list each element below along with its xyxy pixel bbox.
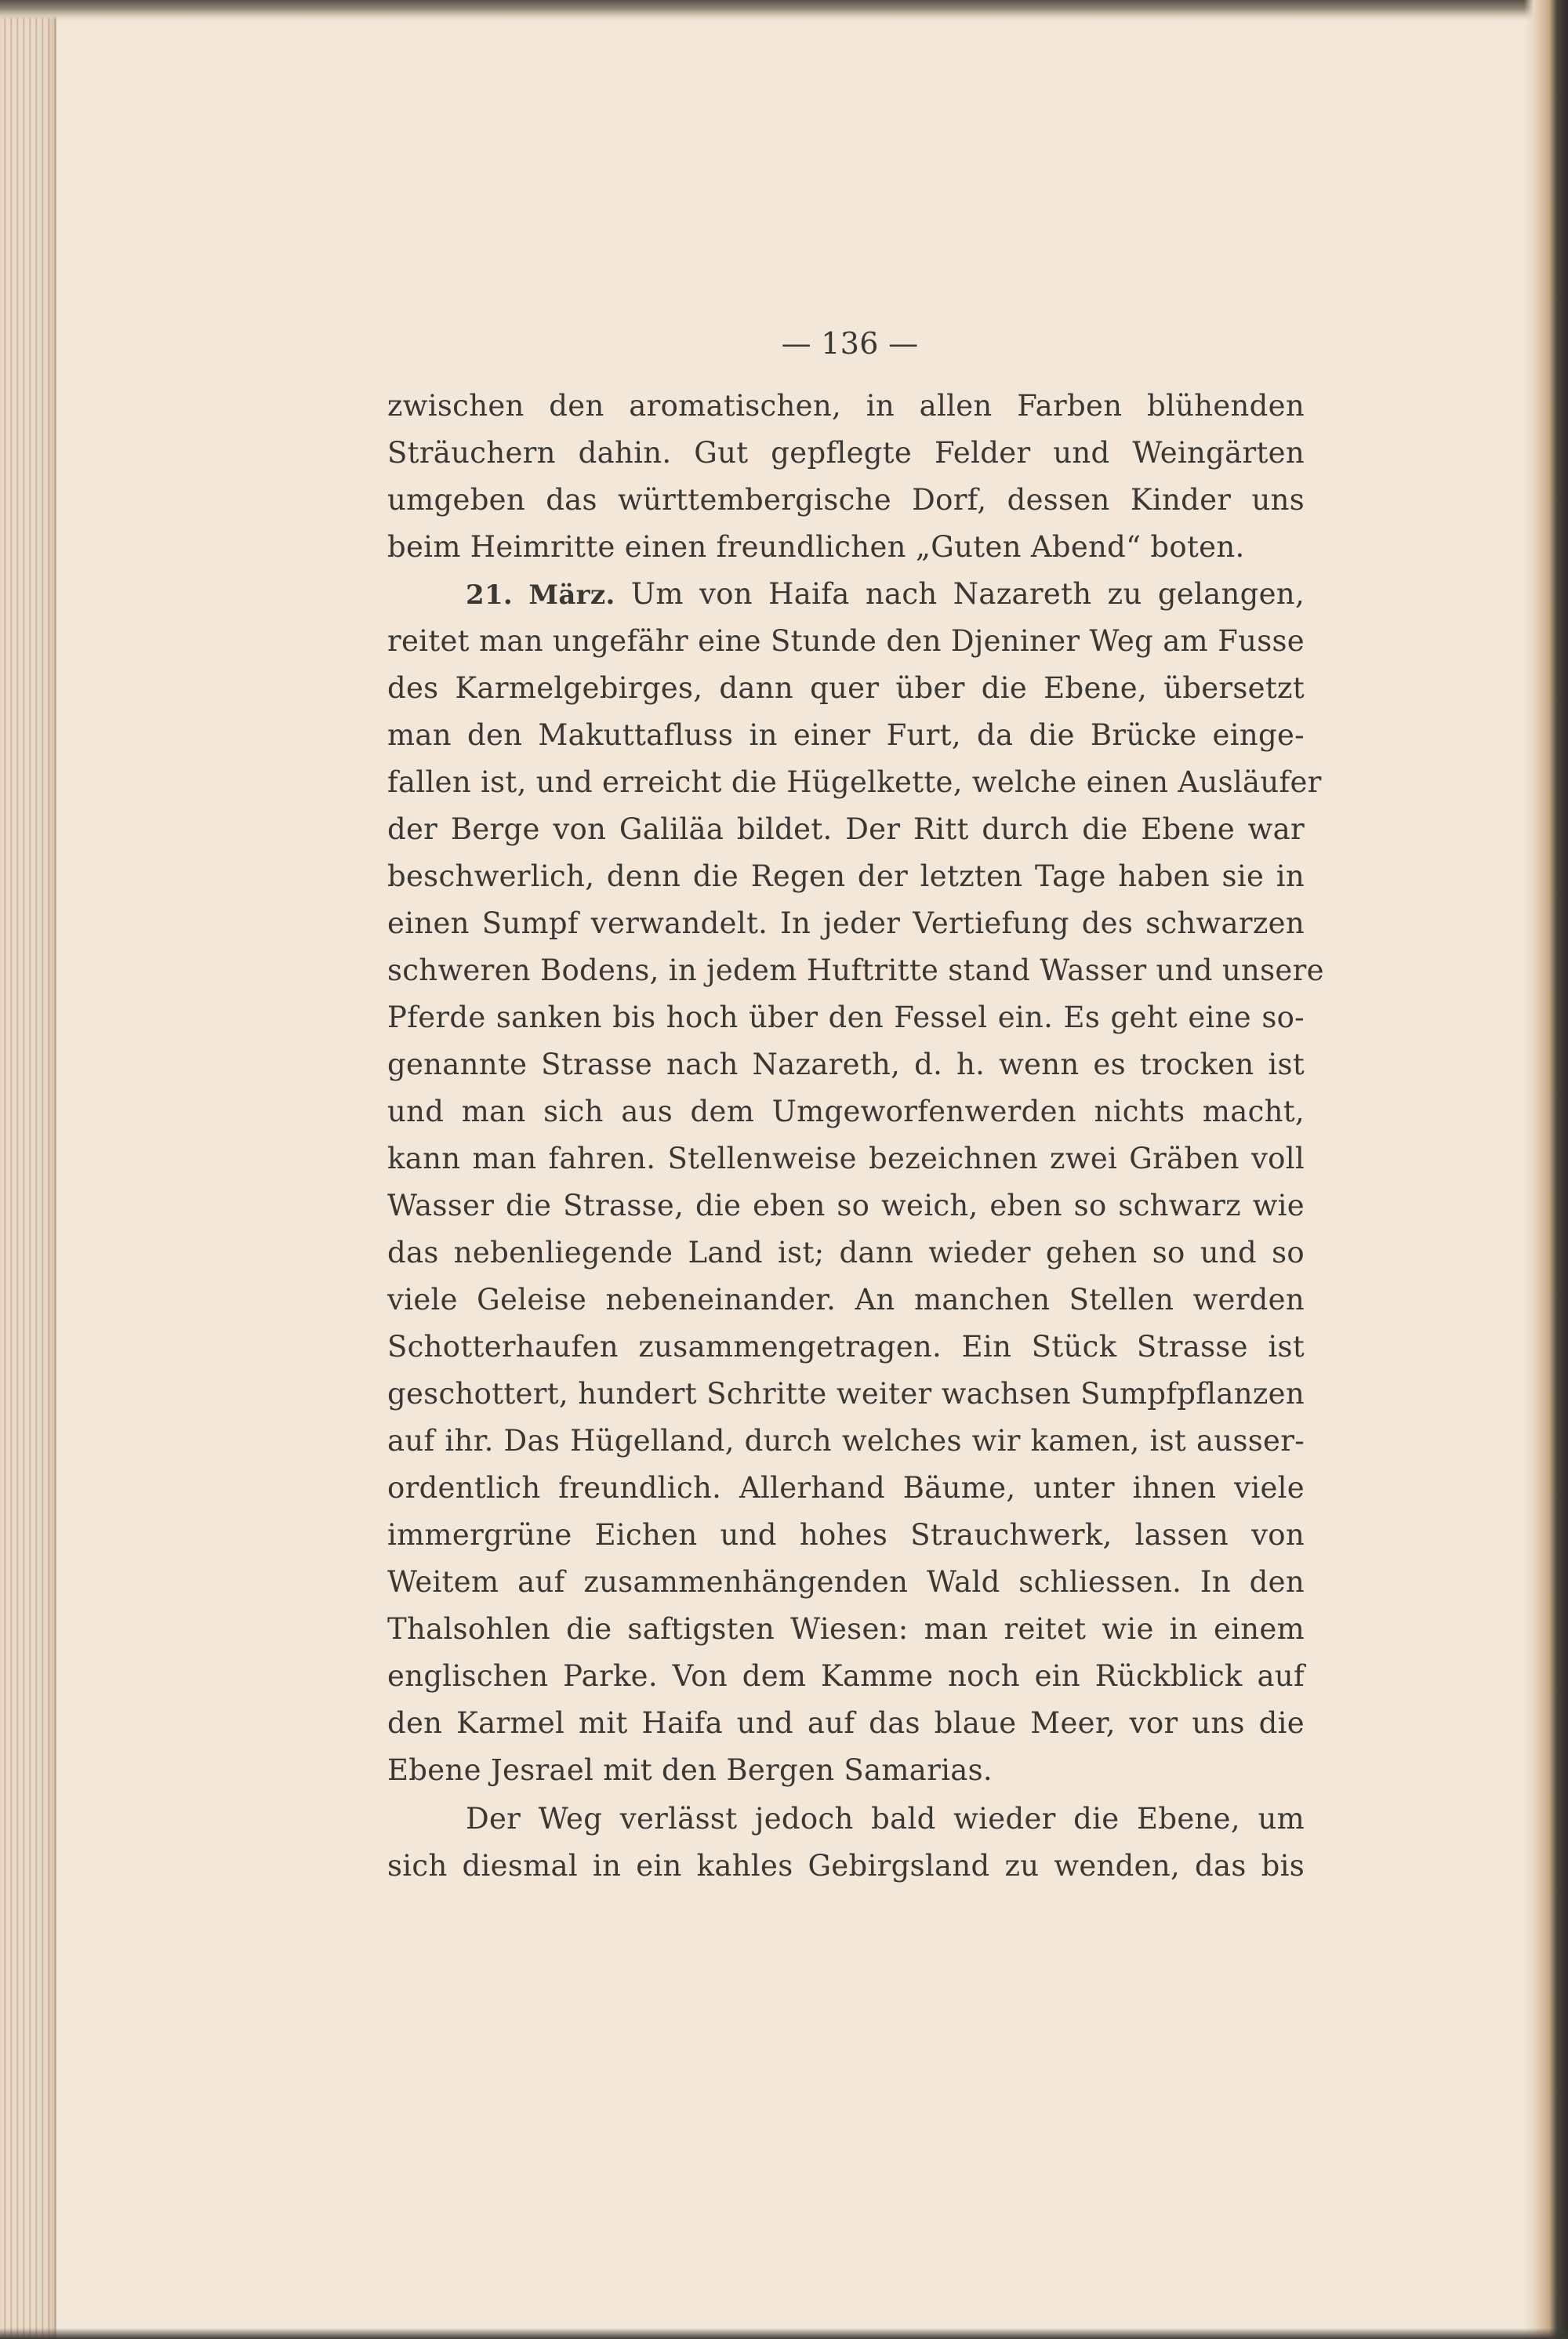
page-number: — 136 — [781,326,919,361]
text-block [387,320,1324,1890]
page-stack-edge-left [0,0,56,2339]
text-line: Weitem auf zusammenhängenden Wald schliessen. In den [387,1565,1305,1599]
text-line: Wasser die Strasse, die eben so weich, eben so schwarz wie [387,1189,1305,1222]
text-line: englischen Parke. Von dem Kamme noch ein Rückblick auf [387,1659,1305,1693]
text-line: viele Geleise nebeneinander. An manchen Stellen werden [387,1283,1305,1317]
text-line: umgeben das württembergische Dorf, dessen Kinder uns [387,483,1305,517]
text-line: Schotterhaufen zusammengetragen. Ein Stück Strasse ist [387,1330,1305,1364]
text-line: des Karmelgebirges, dann quer über die Ebene, übersetzt [387,671,1305,705]
text-line: fallen ist, und erreicht die Hügelkette, welche einen Ausläufer [387,765,1322,799]
text-line: kann man fahren. Stellenweise bezeichnen zwei Gräben voll [387,1142,1305,1175]
text-line: Pferde sanken bis hoch über den Fessel ein. Es geht eine so- [387,1001,1305,1034]
text-line: genannte Strasse nach Nazareth, d. h. wenn es trocken ist [387,1048,1305,1081]
text-line: beim Heimritte einen freundlichen „Guten Abend“ boten. [387,530,1245,564]
text-line: Ebene Jesrael mit den Bergen Samarias. [387,1753,993,1787]
text-line: und man sich aus dem Umgeworfenwerden nichts macht, [387,1095,1305,1128]
text-line: sich diesmal in ein kahles Gebirgsland zu wenden, das bis [387,1849,1305,1883]
text-line: den Karmel mit Haifa und auf das blaue Meer, vor uns die [387,1706,1305,1740]
text-line-dated [387,571,1305,618]
text-line: immergrüne Eichen und hohes Strauchwerk, lassen von [387,1518,1305,1552]
date-heading: 21. März. [466,579,615,611]
text-line-body: Um von Haifa nach Nazareth zu gelangen, [630,577,1305,611]
text-line: Sträuchern dahin. Gut gepflegte Felder und Weingärten [387,436,1305,470]
text-line: geschottert, hundert Schritte weiter wachsen Sumpfpflanzen [387,1377,1305,1411]
text-line: Der Weg verlässt jedoch bald wieder die Ebene, um [466,1802,1305,1836]
text-line: Thalsohlen die saftigsten Wiesen: man reitet wie in einem [387,1612,1305,1646]
text-line: man den Makuttafluss in einer Furt, da die Brücke einge- [387,718,1305,752]
text-line: ordentlich freundlich. Allerhand Bäume, unter ihnen viele [387,1471,1305,1505]
text-line: einen Sumpf verwandelt. In jeder Vertiefung des schwarzen [387,906,1305,940]
text-line: beschwerlich, denn die Regen der letzten Tage haben sie in [387,859,1305,893]
text-line: zwischen den aromatischen, in allen Farben blühenden [387,389,1305,423]
text-line: der Berge von Galiläa bildet. Der Ritt durch die Ebene war [387,812,1305,846]
text-line: auf ihr. Das Hügelland, durch welches wir kamen, ist ausser- [387,1424,1305,1458]
text-line: schweren Bodens, in jedem Huftritte stand Wasser und unsere [387,953,1324,987]
scan-bottom-edge [0,2328,1568,2339]
text-line: reitet man ungefähr eine Stunde den Djeniner Weg am Fusse [387,624,1305,658]
text-line: das nebenliegende Land ist; dann wieder gehen so und so [387,1236,1305,1269]
scan-right-edge [1524,0,1568,2339]
scan-top-border [0,0,1568,20]
